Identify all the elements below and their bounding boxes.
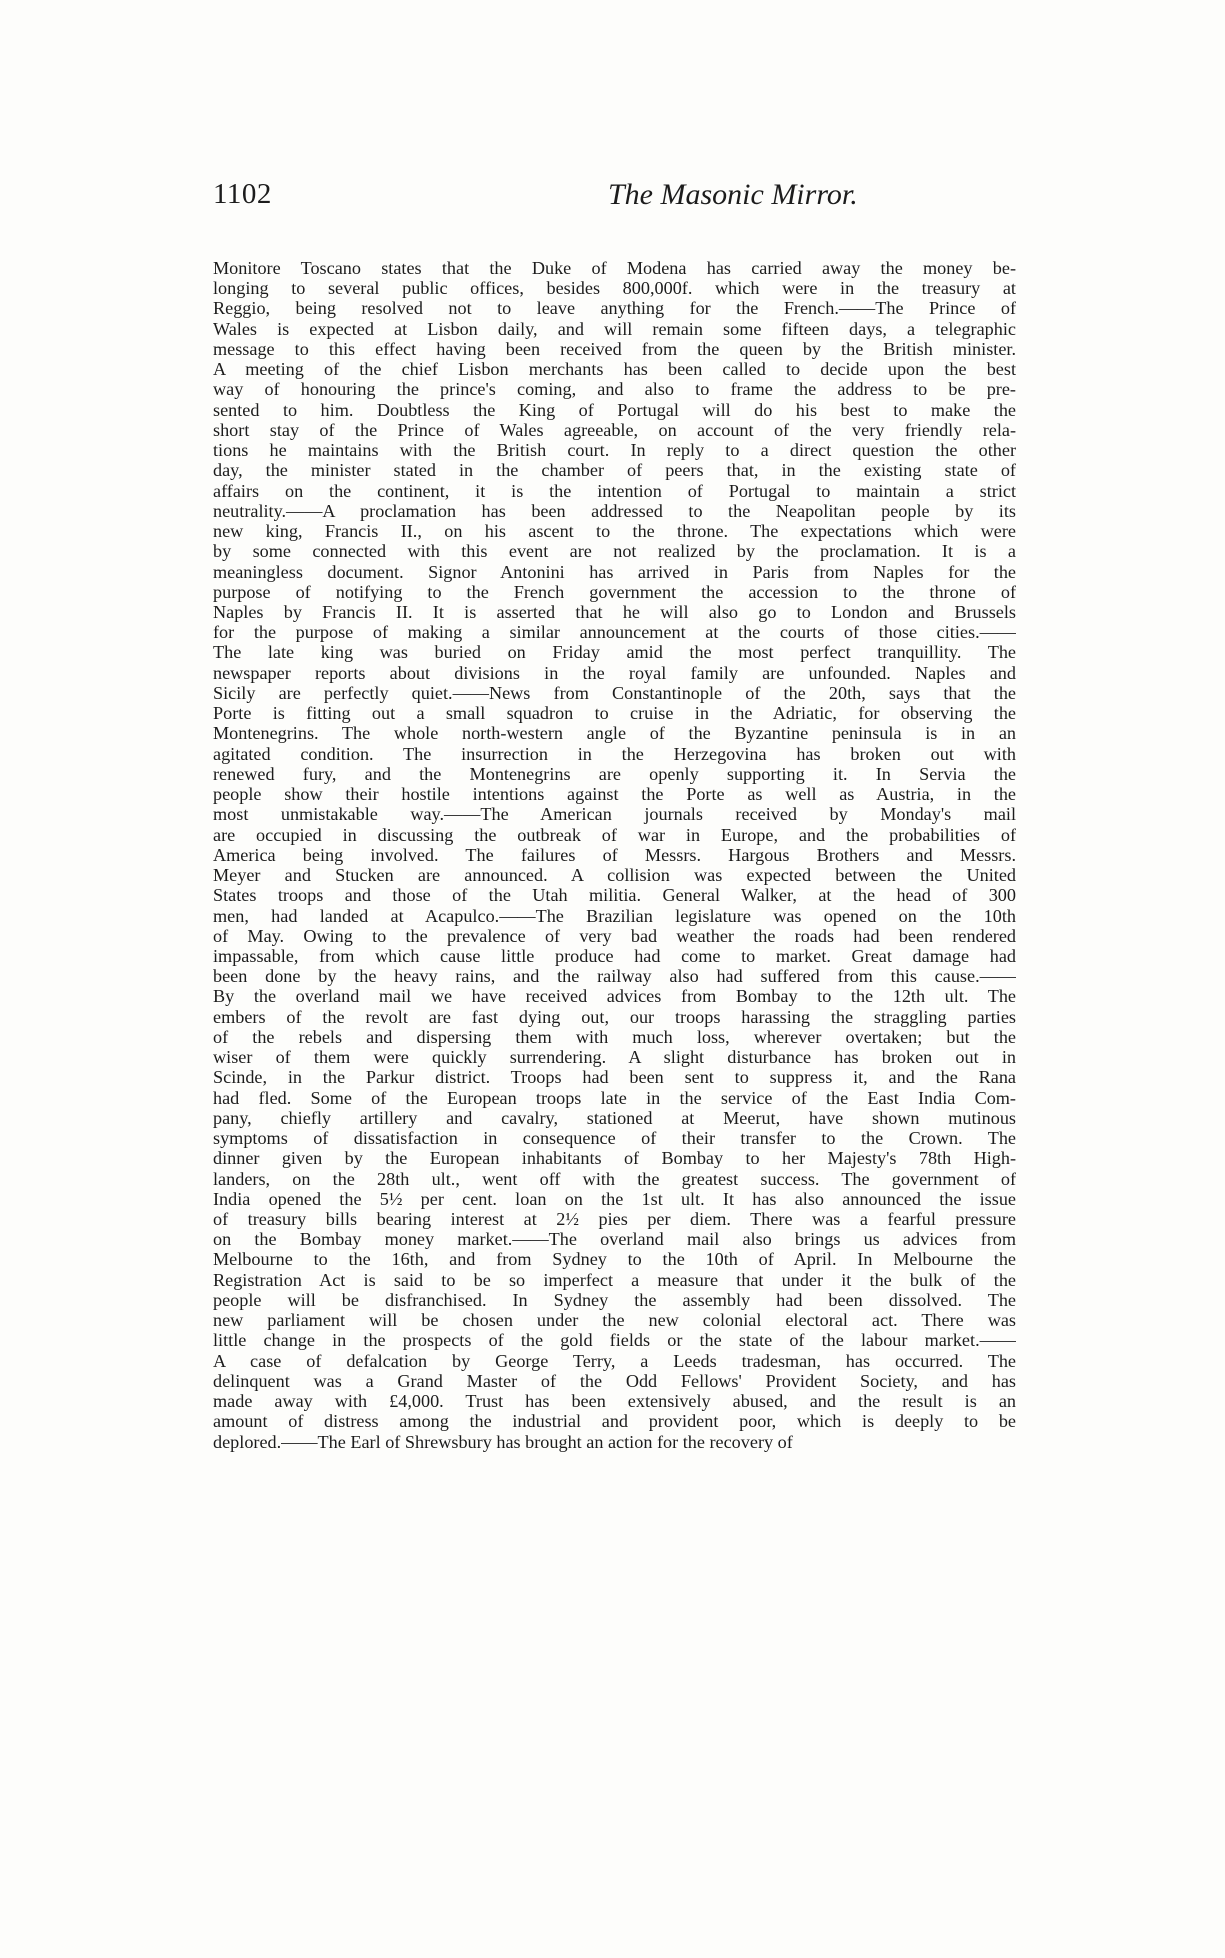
text-line: delinquent was a Grand Master of the Odd Fellows' Provident Society, and has — [213, 1370, 1016, 1391]
text-line: Monitore Toscano states that the Duke of Modena has carried away the money be- — [213, 258, 1016, 278]
text-line: Wales is expected at Lisbon daily, and will remain some fifteen days, a telegraphic — [213, 318, 1016, 339]
text-line: India opened the 5½ per cent. loan on the 1st ult. It has also announced the issue — [213, 1188, 1016, 1209]
text-line: of treasury bills bearing interest at 2½ pies per diem. There was a fearful pressure — [213, 1209, 1016, 1230]
running-title: The Masonic Mirror. — [608, 178, 858, 211]
text-line: The late king was buried on Friday amid the most perfect tranquillity. The — [213, 642, 1016, 663]
text-line: people show their hostile intentions against the Porte as well as Austria, in the — [213, 784, 1016, 805]
text-line: wiser of them were quickly surrendering. A slight disturbance has broken out in — [213, 1047, 1016, 1068]
text-line: tions he maintains with the British court. In reply to a direct question the other — [213, 440, 1016, 461]
text-line: of the rebels and dispersing them with much loss, wherever overtaken; but the — [213, 1026, 1016, 1047]
text-line: are occupied in discussing the outbreak of war in Europe, and the probabilities of — [213, 824, 1016, 845]
text-line: had fled. Some of the European troops late in the service of the East India Com- — [213, 1087, 1016, 1108]
page-header — [213, 178, 1013, 228]
text-line: A case of defalcation by George Terry, a Leeds tradesman, has occurred. The — [213, 1350, 1016, 1371]
text-line: Naples by Francis II. It is asserted that he will also go to London and Brussels — [213, 601, 1016, 622]
text-line: symptoms of dissatisfaction in consequence of their transfer to the Crown. The — [213, 1128, 1016, 1149]
text-line: Montenegrins. The whole north-western angle of the Byzantine peninsula is in an — [213, 723, 1016, 744]
text-line: pany, chiefly artillery and cavalry, stationed at Meerut, have shown mutinous — [213, 1107, 1016, 1128]
text-line: States troops and those of the Utah militia. General Walker, at the head of 300 — [213, 885, 1016, 906]
text-line: renewed fury, and the Montenegrins are openly supporting it. In Servia the — [213, 763, 1016, 784]
text-line: new king, Francis II., on his ascent to the throne. The expectations which were — [213, 521, 1016, 542]
text-line: Reggio, being resolved not to leave anything for the French.——The Prince of — [213, 298, 1016, 319]
text-line: way of honouring the prince's coming, and also to frame the address to be pre- — [213, 379, 1016, 400]
page-number: 1102 — [213, 178, 272, 210]
text-line: men, had landed at Acapulco.——The Brazilian legislature was opened on the 10th — [213, 905, 1016, 926]
text-line: little change in the prospects of the gold fields or the state of the labour market.—— — [213, 1330, 1016, 1351]
text-line: on the Bombay money market.——The overland mail also brings us advices from — [213, 1229, 1016, 1250]
text-line: message to this effect having been received from the queen by the British minister. — [213, 338, 1016, 359]
text-line: impassable, from which cause little produce had come to market. Great damage had — [213, 945, 1016, 966]
text-line: neutrality.——A proclamation has been addressed to the Neapolitan people by its — [213, 500, 1016, 521]
article-body — [213, 258, 1016, 1452]
text-line: deplored.——The Earl of Shrewsbury has brought an action for the recovery of — [213, 1431, 793, 1452]
text-line: people will be disfranchised. In Sydney the assembly had been dissolved. The — [213, 1289, 1016, 1310]
text-line: longing to several public offices, besides 800,000f. which were in the treasury at — [213, 278, 1016, 299]
text-line: by some connected with this event are not realized by the proclamation. It is a — [213, 541, 1016, 562]
text-line: Registration Act is said to be so imperfect a measure that under it the bulk of the — [213, 1269, 1016, 1290]
text-line: day, the minister stated in the chamber of peers that, in the existing state of — [213, 460, 1016, 481]
text-line: affairs on the continent, it is the intention of Portugal to maintain a strict — [213, 480, 1016, 501]
text-line: Melbourne to the 16th, and from Sydney to the 10th of April. In Melbourne the — [213, 1249, 1016, 1270]
text-line: A meeting of the chief Lisbon merchants has been called to decide upon the best — [213, 359, 1016, 380]
text-line: new parliament will be chosen under the new colonial electoral act. There was — [213, 1310, 1016, 1331]
text-line: made away with £4,000. Trust has been extensively abused, and the result is an — [213, 1391, 1016, 1412]
text-line: meaningless document. Signor Antonini has arrived in Paris from Naples for the — [213, 561, 1016, 582]
text-line: sented to him. Doubtless the King of Portugal will do his best to make the — [213, 399, 1016, 420]
text-line: short stay of the Prince of Wales agreeable, on account of the very friendly rela- — [213, 419, 1016, 440]
text-line: newspaper reports about divisions in the royal family are unfounded. Naples and — [213, 662, 1016, 683]
text-line: Porte is fitting out a small squadron to cruise in the Adriatic, for observing the — [213, 703, 1016, 724]
text-line: Sicily are perfectly quiet.——News from Constantinople of the 20th, says that the — [213, 682, 1016, 703]
text-line: most unmistakable way.——The American journals received by Monday's mail — [213, 804, 1016, 825]
text-line: for the purpose of making a similar announcement at the courts of those cities.—— — [213, 622, 1016, 643]
text-line: landers, on the 28th ult., went off with the greatest success. The government of — [213, 1168, 1016, 1189]
text-line: agitated condition. The insurrection in the Herzegovina has broken out with — [213, 743, 1016, 764]
text-line: America being involved. The failures of Messrs. Hargous Brothers and Messrs. — [213, 844, 1016, 865]
text-line: of May. Owing to the prevalence of very bad weather the roads had been rendered — [213, 925, 1016, 946]
text-line: embers of the revolt are fast dying out, our troops harassing the straggling parties — [213, 1006, 1016, 1027]
text-line: By the overland mail we have received advices from Bombay to the 12th ult. The — [213, 986, 1016, 1007]
text-line: dinner given by the European inhabitants of Bombay to her Majesty's 78th High- — [213, 1148, 1016, 1169]
text-line: amount of distress among the industrial and provident poor, which is deeply to be — [213, 1411, 1016, 1432]
text-line: Meyer and Stucken are announced. A collision was expected between the United — [213, 865, 1016, 886]
text-line: Scinde, in the Parkur district. Troops had been sent to suppress it, and the Rana — [213, 1067, 1016, 1088]
text-line: been done by the heavy rains, and the railway also had suffered from this cause.—— — [213, 966, 1016, 987]
text-line: purpose of notifying to the French government the accession to the throne of — [213, 581, 1016, 602]
